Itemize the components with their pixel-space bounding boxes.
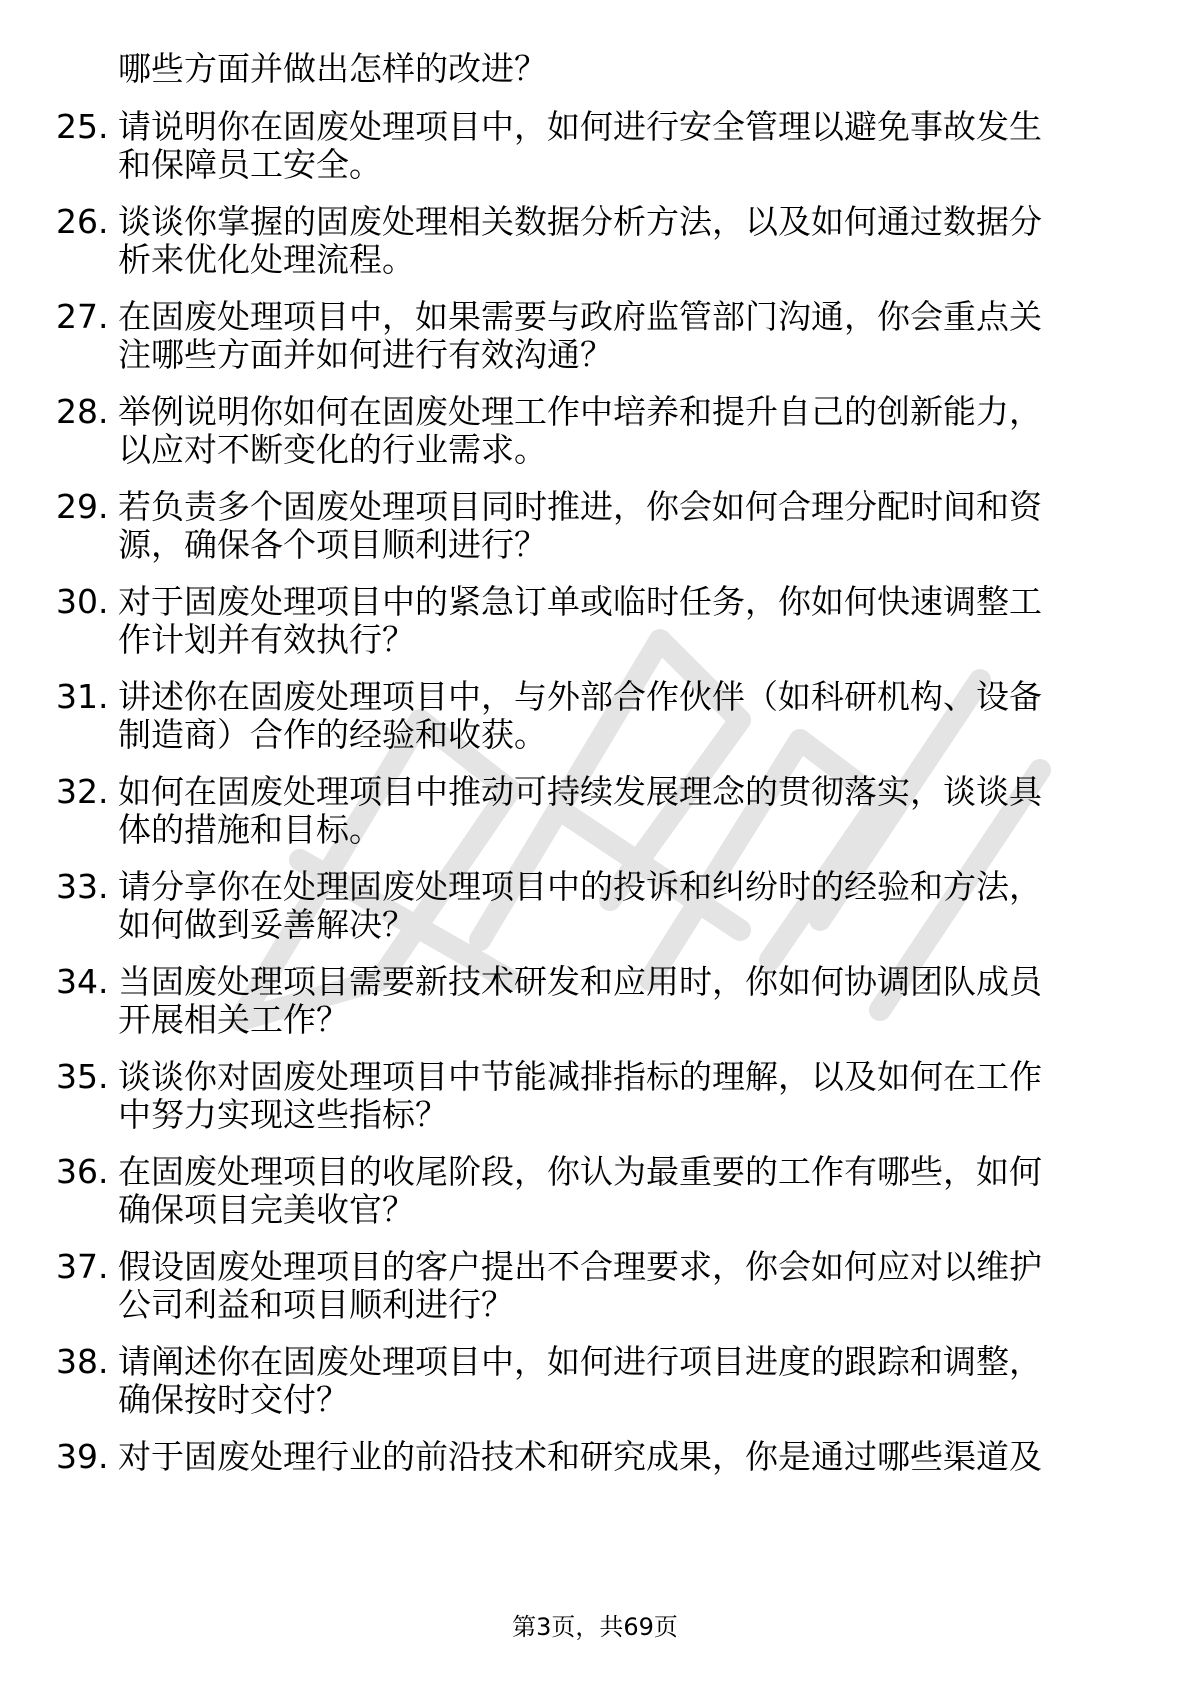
question-number: 38. — [56, 1342, 109, 1381]
question-text-line: 谈谈你对固废处理项目中节能减排指标的理解，以及如何在工作 — [118, 1057, 1042, 1096]
question-text-line: 对于固废处理项目中的紧急订单或临时任务，你如何快速调整工 — [118, 582, 1042, 621]
question-text-line: 和保障员工安全。 — [118, 145, 382, 184]
question-text-line: 中努力实现这些指标？ — [118, 1095, 448, 1134]
question-number: 34. — [56, 962, 109, 1001]
question-number: 33. — [56, 867, 109, 906]
question-text-line: 析来优化处理流程。 — [118, 240, 415, 279]
question-number: 39. — [56, 1437, 109, 1476]
question-text-line: 若负责多个固废处理项目同时推进，你会如何合理分配时间和资 — [118, 487, 1042, 526]
question-text-line: 源，确保各个项目顺利进行？ — [118, 525, 547, 564]
question-text-line: 在固废处理项目中，如果需要与政府监管部门沟通，你会重点关 — [118, 297, 1042, 336]
question-number: 27. — [56, 297, 109, 336]
question-number: 26. — [56, 202, 109, 241]
question-text-line: 制造商）合作的经验和收获。 — [118, 715, 547, 754]
question-text-line: 如何在固废处理项目中推动可持续发展理念的贯彻落实，谈谈具 — [118, 772, 1042, 811]
question-number: 31. — [56, 677, 109, 716]
question-text-line: 请说明你在固废处理项目中，如何进行安全管理以避免事故发生 — [118, 107, 1042, 146]
intro-line: 哪些方面并做出怎样的改进？ — [118, 49, 547, 88]
question-number: 37. — [56, 1247, 109, 1286]
question-text-line: 假设固废处理项目的客户提出不合理要求，你会如何应对以维护 — [118, 1247, 1042, 1286]
question-text-line: 请分享你在处理固废处理项目中的投诉和纠纷时的经验和方法， — [118, 867, 1042, 906]
question-text-line: 如何做到妥善解决？ — [118, 905, 415, 944]
question-text-line: 请阐述你在固废处理项目中，如何进行项目进度的跟踪和调整， — [118, 1342, 1042, 1381]
question-number: 28. — [56, 392, 109, 431]
question-text-line: 以应对不断变化的行业需求。 — [118, 430, 547, 469]
question-text-line: 确保按时交付？ — [118, 1380, 349, 1419]
question-text-line: 举例说明你如何在固废处理工作中培养和提升自己的创新能力， — [118, 392, 1042, 431]
question-number: 25. — [56, 107, 109, 146]
question-text-line: 确保项目完美收官？ — [118, 1190, 415, 1229]
question-number: 29. — [56, 487, 109, 526]
question-number: 36. — [56, 1152, 109, 1191]
question-text-line: 作计划并有效执行？ — [118, 620, 415, 659]
question-text-line: 讲述你在固废处理项目中，与外部合作伙伴（如科研机构、设备 — [118, 677, 1042, 716]
question-text-line: 体的措施和目标。 — [118, 810, 382, 849]
question-text-line: 开展相关工作？ — [118, 1000, 349, 1039]
question-number: 30. — [56, 582, 109, 621]
question-text-line: 注哪些方面并如何进行有效沟通？ — [118, 335, 613, 374]
page-footer: 第3页，共69页 — [512, 1613, 678, 1641]
question-text-line: 当固废处理项目需要新技术研发和应用时，你如何协调团队成员 — [118, 962, 1042, 1001]
question-text-line: 公司利益和项目顺利进行？ — [118, 1285, 514, 1324]
question-number: 32. — [56, 772, 109, 811]
question-text-line: 对于固废处理行业的前沿技术和研究成果，你是通过哪些渠道及 — [118, 1437, 1042, 1476]
question-text-line: 在固废处理项目的收尾阶段，你认为最重要的工作有哪些，如何 — [118, 1152, 1042, 1191]
question-text-line: 谈谈你掌握的固废处理相关数据分析方法，以及如何通过数据分 — [118, 202, 1042, 241]
question-number: 35. — [56, 1057, 109, 1096]
